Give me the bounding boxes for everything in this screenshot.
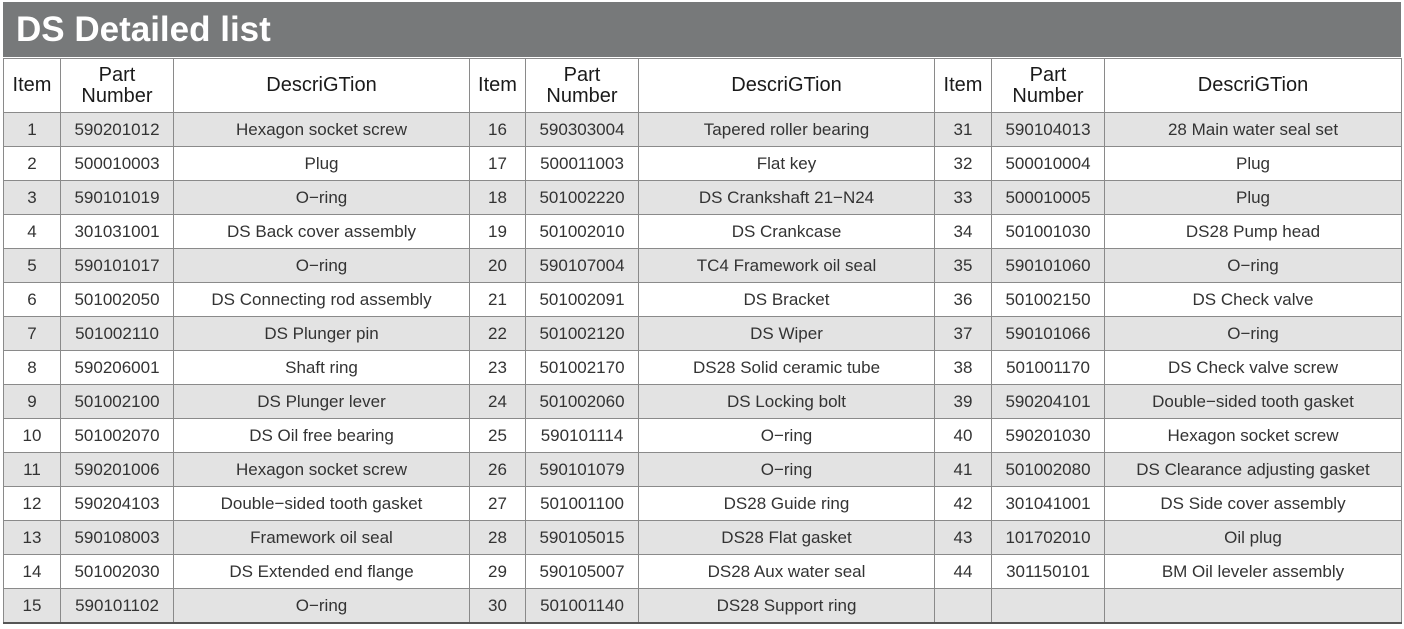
cell-item: 14 bbox=[4, 555, 61, 589]
cell-description: Hexagon socket screw bbox=[1105, 419, 1402, 453]
table-row bbox=[4, 351, 1402, 385]
cell-description: DS Back cover assembly bbox=[174, 215, 470, 249]
cell-part-number: 590101066 bbox=[992, 317, 1105, 351]
cell-part-number: 590201030 bbox=[992, 419, 1105, 453]
cell-item: 6 bbox=[4, 283, 61, 317]
header-part-number: Part Number bbox=[61, 59, 174, 113]
cell-description: 28 Main water seal set bbox=[1105, 113, 1402, 147]
cell-description bbox=[1105, 589, 1402, 624]
cell-part-number: 501002080 bbox=[992, 453, 1105, 487]
cell-item: 18 bbox=[470, 181, 526, 215]
cell-part-number bbox=[992, 589, 1105, 624]
cell-part-number: 501002050 bbox=[61, 283, 174, 317]
cell-item: 19 bbox=[470, 215, 526, 249]
cell-part-number: 590101017 bbox=[61, 249, 174, 283]
cell-description: O−ring bbox=[639, 453, 935, 487]
cell-part-number: 500010003 bbox=[61, 147, 174, 181]
cell-part-number: 590108003 bbox=[61, 521, 174, 555]
cell-part-number: 500011003 bbox=[526, 147, 639, 181]
table-row bbox=[4, 385, 1402, 419]
cell-item: 4 bbox=[4, 215, 61, 249]
cell-item: 8 bbox=[4, 351, 61, 385]
cell-part-number: 501002060 bbox=[526, 385, 639, 419]
header-description: DescriGTion bbox=[1105, 59, 1402, 113]
cell-item: 29 bbox=[470, 555, 526, 589]
header-item: Item bbox=[470, 59, 526, 113]
cell-part-number: 590204103 bbox=[61, 487, 174, 521]
cell-description: DS Check valve bbox=[1105, 283, 1402, 317]
cell-description: Plug bbox=[174, 147, 470, 181]
cell-description: DS Oil free bearing bbox=[174, 419, 470, 453]
table-row bbox=[4, 453, 1402, 487]
cell-item: 13 bbox=[4, 521, 61, 555]
cell-item: 20 bbox=[470, 249, 526, 283]
header-item: Item bbox=[935, 59, 992, 113]
cell-item: 44 bbox=[935, 555, 992, 589]
cell-part-number: 501002010 bbox=[526, 215, 639, 249]
table-row bbox=[4, 215, 1402, 249]
cell-item: 42 bbox=[935, 487, 992, 521]
cell-part-number: 590101102 bbox=[61, 589, 174, 624]
cell-description: DS Connecting rod assembly bbox=[174, 283, 470, 317]
cell-part-number: 501002120 bbox=[526, 317, 639, 351]
cell-description: DS Bracket bbox=[639, 283, 935, 317]
cell-part-number: 590201012 bbox=[61, 113, 174, 147]
cell-item: 12 bbox=[4, 487, 61, 521]
cell-description: O−ring bbox=[1105, 249, 1402, 283]
cell-description: Tapered roller bearing bbox=[639, 113, 935, 147]
cell-description: DS Clearance adjusting gasket bbox=[1105, 453, 1402, 487]
cell-description: DS28 Aux water seal bbox=[639, 555, 935, 589]
cell-part-number: 590101079 bbox=[526, 453, 639, 487]
cell-description: Oil plug bbox=[1105, 521, 1402, 555]
cell-part-number: 301031001 bbox=[61, 215, 174, 249]
table-row bbox=[4, 113, 1402, 147]
cell-item: 5 bbox=[4, 249, 61, 283]
cell-item: 26 bbox=[470, 453, 526, 487]
cell-part-number: 101702010 bbox=[992, 521, 1105, 555]
table-row bbox=[4, 283, 1402, 317]
cell-part-number: 501002091 bbox=[526, 283, 639, 317]
cell-item: 35 bbox=[935, 249, 992, 283]
cell-part-number: 590107004 bbox=[526, 249, 639, 283]
table-row bbox=[4, 249, 1402, 283]
table-row bbox=[4, 419, 1402, 453]
cell-item: 7 bbox=[4, 317, 61, 351]
header-part-number: Part Number bbox=[992, 59, 1105, 113]
cell-item: 38 bbox=[935, 351, 992, 385]
cell-part-number: 501001140 bbox=[526, 589, 639, 624]
cell-description: DS28 Flat gasket bbox=[639, 521, 935, 555]
cell-item: 33 bbox=[935, 181, 992, 215]
cell-item: 31 bbox=[935, 113, 992, 147]
header-part-number: Part Number bbox=[526, 59, 639, 113]
cell-description: Double−sided tooth gasket bbox=[1105, 385, 1402, 419]
cell-description: Hexagon socket screw bbox=[174, 113, 470, 147]
cell-item: 32 bbox=[935, 147, 992, 181]
cell-item: 21 bbox=[470, 283, 526, 317]
cell-description: DS28 Solid ceramic tube bbox=[639, 351, 935, 385]
cell-description: Plug bbox=[1105, 181, 1402, 215]
cell-description: Plug bbox=[1105, 147, 1402, 181]
cell-item: 25 bbox=[470, 419, 526, 453]
cell-description: TC4 Framework oil seal bbox=[639, 249, 935, 283]
cell-item bbox=[935, 589, 992, 624]
cell-description: DS Extended end flange bbox=[174, 555, 470, 589]
cell-item: 2 bbox=[4, 147, 61, 181]
header-description: DescriGTion bbox=[174, 59, 470, 113]
cell-part-number: 501002100 bbox=[61, 385, 174, 419]
cell-part-number: 590101114 bbox=[526, 419, 639, 453]
cell-item: 41 bbox=[935, 453, 992, 487]
cell-item: 9 bbox=[4, 385, 61, 419]
cell-description: O−ring bbox=[1105, 317, 1402, 351]
cell-description: DS Crankshaft 21−N24 bbox=[639, 181, 935, 215]
cell-part-number: 301150101 bbox=[992, 555, 1105, 589]
header-row bbox=[4, 59, 1402, 113]
cell-part-number: 590206001 bbox=[61, 351, 174, 385]
cell-part-number: 590101019 bbox=[61, 181, 174, 215]
cell-description: DS Check valve screw bbox=[1105, 351, 1402, 385]
cell-item: 10 bbox=[4, 419, 61, 453]
cell-part-number: 590105007 bbox=[526, 555, 639, 589]
table-row bbox=[4, 589, 1402, 624]
cell-description: DS28 Support ring bbox=[639, 589, 935, 624]
cell-description: Flat key bbox=[639, 147, 935, 181]
parts-table bbox=[3, 58, 1402, 624]
cell-item: 15 bbox=[4, 589, 61, 624]
cell-part-number: 501002150 bbox=[992, 283, 1105, 317]
cell-part-number: 590201006 bbox=[61, 453, 174, 487]
cell-part-number: 500010005 bbox=[992, 181, 1105, 215]
page-title: DS Detailed list bbox=[3, 2, 1401, 57]
cell-item: 43 bbox=[935, 521, 992, 555]
cell-item: 39 bbox=[935, 385, 992, 419]
cell-description: DS28 Pump head bbox=[1105, 215, 1402, 249]
cell-description: DS Plunger lever bbox=[174, 385, 470, 419]
cell-part-number: 501001100 bbox=[526, 487, 639, 521]
cell-part-number: 501002170 bbox=[526, 351, 639, 385]
cell-part-number: 590104013 bbox=[992, 113, 1105, 147]
cell-part-number: 501002220 bbox=[526, 181, 639, 215]
cell-item: 1 bbox=[4, 113, 61, 147]
cell-part-number: 501001170 bbox=[992, 351, 1105, 385]
cell-description: DS Crankcase bbox=[639, 215, 935, 249]
cell-description: O−ring bbox=[174, 249, 470, 283]
cell-item: 34 bbox=[935, 215, 992, 249]
cell-description: DS Plunger pin bbox=[174, 317, 470, 351]
cell-part-number: 501002110 bbox=[61, 317, 174, 351]
table-row bbox=[4, 487, 1402, 521]
cell-part-number: 590204101 bbox=[992, 385, 1105, 419]
cell-part-number: 501002070 bbox=[61, 419, 174, 453]
cell-description: DS Locking bolt bbox=[639, 385, 935, 419]
cell-part-number: 501002030 bbox=[61, 555, 174, 589]
cell-item: 22 bbox=[470, 317, 526, 351]
cell-description: O−ring bbox=[174, 589, 470, 624]
cell-part-number: 501001030 bbox=[992, 215, 1105, 249]
cell-description: DS Wiper bbox=[639, 317, 935, 351]
table-row bbox=[4, 181, 1402, 215]
cell-part-number: 590105015 bbox=[526, 521, 639, 555]
cell-item: 30 bbox=[470, 589, 526, 624]
cell-part-number: 500010004 bbox=[992, 147, 1105, 181]
cell-item: 27 bbox=[470, 487, 526, 521]
cell-description: DS28 Guide ring bbox=[639, 487, 935, 521]
cell-item: 37 bbox=[935, 317, 992, 351]
cell-part-number: 301041001 bbox=[992, 487, 1105, 521]
cell-item: 11 bbox=[4, 453, 61, 487]
cell-description: BM Oil leveler assembly bbox=[1105, 555, 1402, 589]
cell-part-number: 590303004 bbox=[526, 113, 639, 147]
cell-item: 3 bbox=[4, 181, 61, 215]
table-row bbox=[4, 317, 1402, 351]
cell-description: Framework oil seal bbox=[174, 521, 470, 555]
cell-item: 17 bbox=[470, 147, 526, 181]
cell-description: O−ring bbox=[174, 181, 470, 215]
cell-item: 36 bbox=[935, 283, 992, 317]
cell-description: Hexagon socket screw bbox=[174, 453, 470, 487]
table-row bbox=[4, 555, 1402, 589]
cell-item: 16 bbox=[470, 113, 526, 147]
header-description: DescriGTion bbox=[639, 59, 935, 113]
cell-item: 23 bbox=[470, 351, 526, 385]
cell-description: Double−sided tooth gasket bbox=[174, 487, 470, 521]
header-item: Item bbox=[4, 59, 61, 113]
cell-description: O−ring bbox=[639, 419, 935, 453]
table-row bbox=[4, 521, 1402, 555]
cell-item: 24 bbox=[470, 385, 526, 419]
cell-part-number: 590101060 bbox=[992, 249, 1105, 283]
cell-description: Shaft ring bbox=[174, 351, 470, 385]
cell-item: 40 bbox=[935, 419, 992, 453]
cell-description: DS Side cover assembly bbox=[1105, 487, 1402, 521]
table-row bbox=[4, 147, 1402, 181]
cell-item: 28 bbox=[470, 521, 526, 555]
